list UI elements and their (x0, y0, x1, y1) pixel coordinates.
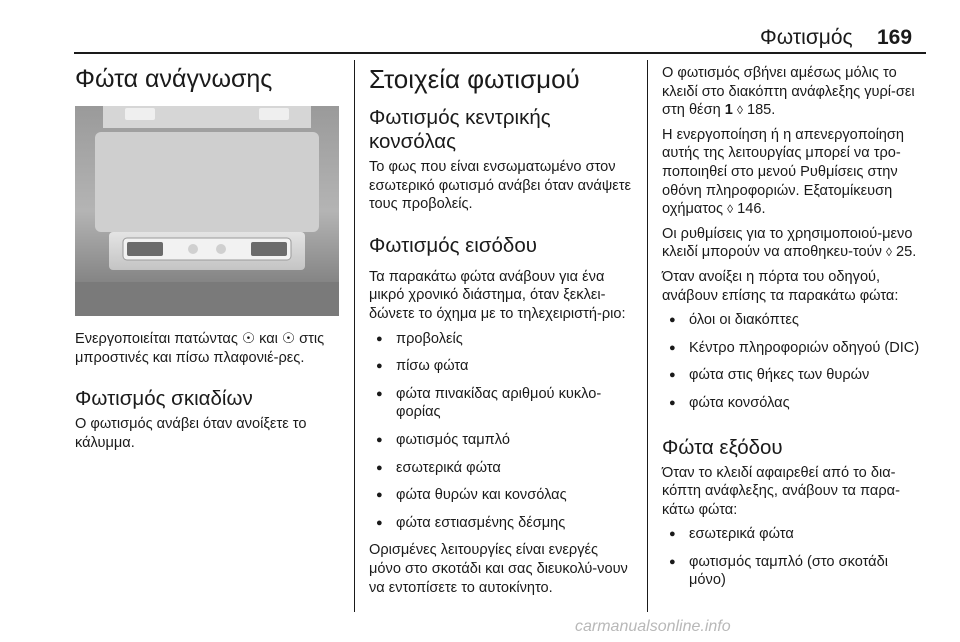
reading-light-icon: ☉ (241, 331, 256, 347)
column-1 (75, 64, 341, 458)
lights-off-text (662, 64, 928, 120)
page-number: 169 (877, 26, 913, 49)
page-ref-icon: ◊ (736, 103, 743, 118)
page-ref-link[interactable]: 25. (896, 244, 917, 261)
list-item: ● προβολείς (369, 330, 634, 349)
subheading-sunvisor-lights: Φωτισμός σκιαδίων (75, 387, 253, 411)
reading-lights-text-c: στις μπροστινές και πίσω πλαφονιέ-ρες. (75, 331, 325, 366)
list-item: ● φώτα εστιασμένης δέσμης (369, 514, 634, 533)
entry-lighting-note: Ορισμένες λειτουργίες είναι ενεργές μόνο στο σκοτάδι και σας διευκολύ-νουν να εντοπίσετε το αυτοκίνητο. (369, 542, 628, 596)
page-header-title: Φωτισμός (760, 26, 853, 49)
entry-lighting-text: Τα παρακάτω φώτα ανάβουν για ένα μικρό χρονικό διάστημα, όταν ξεκλει-δώνετε το όχημα με το τηλεχειριστή-ριο: (369, 268, 626, 322)
settings-text (662, 126, 928, 219)
reading-lights-text-b: και (259, 331, 278, 347)
subheading-exit-lighting: Φώτα εξόδου (662, 435, 783, 459)
page-ref-link[interactable]: 185. (746, 102, 776, 119)
driver-door-text: Όταν ανοίξει η πόρτα του οδηγού, ανάβουν επίσης τα παρακάτω φώτα: (662, 268, 899, 304)
key-settings-text (662, 225, 928, 262)
page-ref-icon: ◊ (886, 245, 892, 260)
center-console-text: Το φως που είναι ενσωματωμένο στον εσωτερικό φωτισμό ανάβει όταν ανάψετε τους προβολείς. (369, 159, 632, 213)
column-3 (662, 64, 928, 599)
reading-lights-photo (75, 106, 339, 316)
reading-lights-text (75, 330, 341, 367)
subheading-center-console-lighting: Φωτισμός κεντρικής κονσόλας (369, 106, 551, 153)
subheading-entry-lighting: Φωτισμός εισόδου (369, 233, 537, 257)
list-item: ● εσωτερικά φώτα (662, 525, 928, 544)
column-2 (369, 64, 634, 603)
column-divider-1 (354, 60, 355, 612)
page-ref-link[interactable]: 146. (737, 201, 766, 218)
header-rule (74, 52, 926, 54)
key-settings-text-a: Οι ρυθμίσεις για το χρησιμοποιού-μενο κλειδί μπορούν να αποθηκευ-τούν (662, 225, 913, 261)
driver-door-lights-list (662, 311, 928, 412)
overhead-console-illustration (75, 106, 339, 316)
section-heading-lighting-features: Στοιχεία φωτισμού (369, 64, 580, 94)
list-item: ● Κέντρο πληροφοριών οδηγού (DIC) (662, 339, 928, 358)
list-item: ● όλοι οι διακόπτες (662, 311, 928, 330)
list-item: ● φώτα στις θήκες των θυρών (662, 366, 928, 385)
ignition-position: 1 (724, 102, 733, 119)
list-item: ● φωτισμός ταμπλό (369, 431, 634, 450)
reading-light-rear-icon: ☉ (281, 331, 296, 347)
list-item: ● φώτα πινακίδας αριθμού κυκλο-φορίας (369, 385, 634, 422)
reading-lights-text-a: Ενεργοποιείται πατώντας (75, 331, 238, 347)
list-item: ● φώτα κονσόλας (662, 394, 928, 413)
settings-text-a: Η ενεργοποίηση ή η απενεργοποίηση αυτής της λειτουργίας μπορεί να τρο-ποποιηθεί στο μενού Ρυθμίσεις στην οθόνη πληροφοριών. Εξατομίκευση οχήματος (662, 126, 905, 218)
page-ref-icon: ◊ (727, 202, 734, 217)
section-heading-reading-lights: Φώτα ανάγνωσης (75, 65, 273, 93)
sunvisor-lights-text: Ο φωτισμός ανάβει όταν ανοίξετε το κάλυμμα. (75, 416, 307, 451)
list-item: ● φωτισμός ταμπλό (στο σκοτάδι μόνο) (662, 553, 928, 590)
exit-lights-list (662, 525, 928, 590)
lights-off-text-a: Ο φωτισμός σβήνει αμέσως μόλις το κλειδί στο διακόπτη ανάφλεξης γυρί-σει στη θέση (662, 65, 915, 119)
column-divider-2 (647, 60, 648, 612)
list-item: ● πίσω φώτα (369, 357, 634, 376)
watermark: carmanualsonline.info (575, 618, 731, 635)
exit-lighting-text: Όταν το κλειδί αφαιρεθεί από το δια-κόπτη ανάφλεξης, ανάβουν τα παρα-κάτω φώτα: (662, 464, 900, 518)
list-item: ● φώτα θυρών και κονσόλας (369, 486, 634, 505)
list-item: ● εσωτερικά φώτα (369, 459, 634, 478)
entry-lights-list (369, 330, 634, 533)
